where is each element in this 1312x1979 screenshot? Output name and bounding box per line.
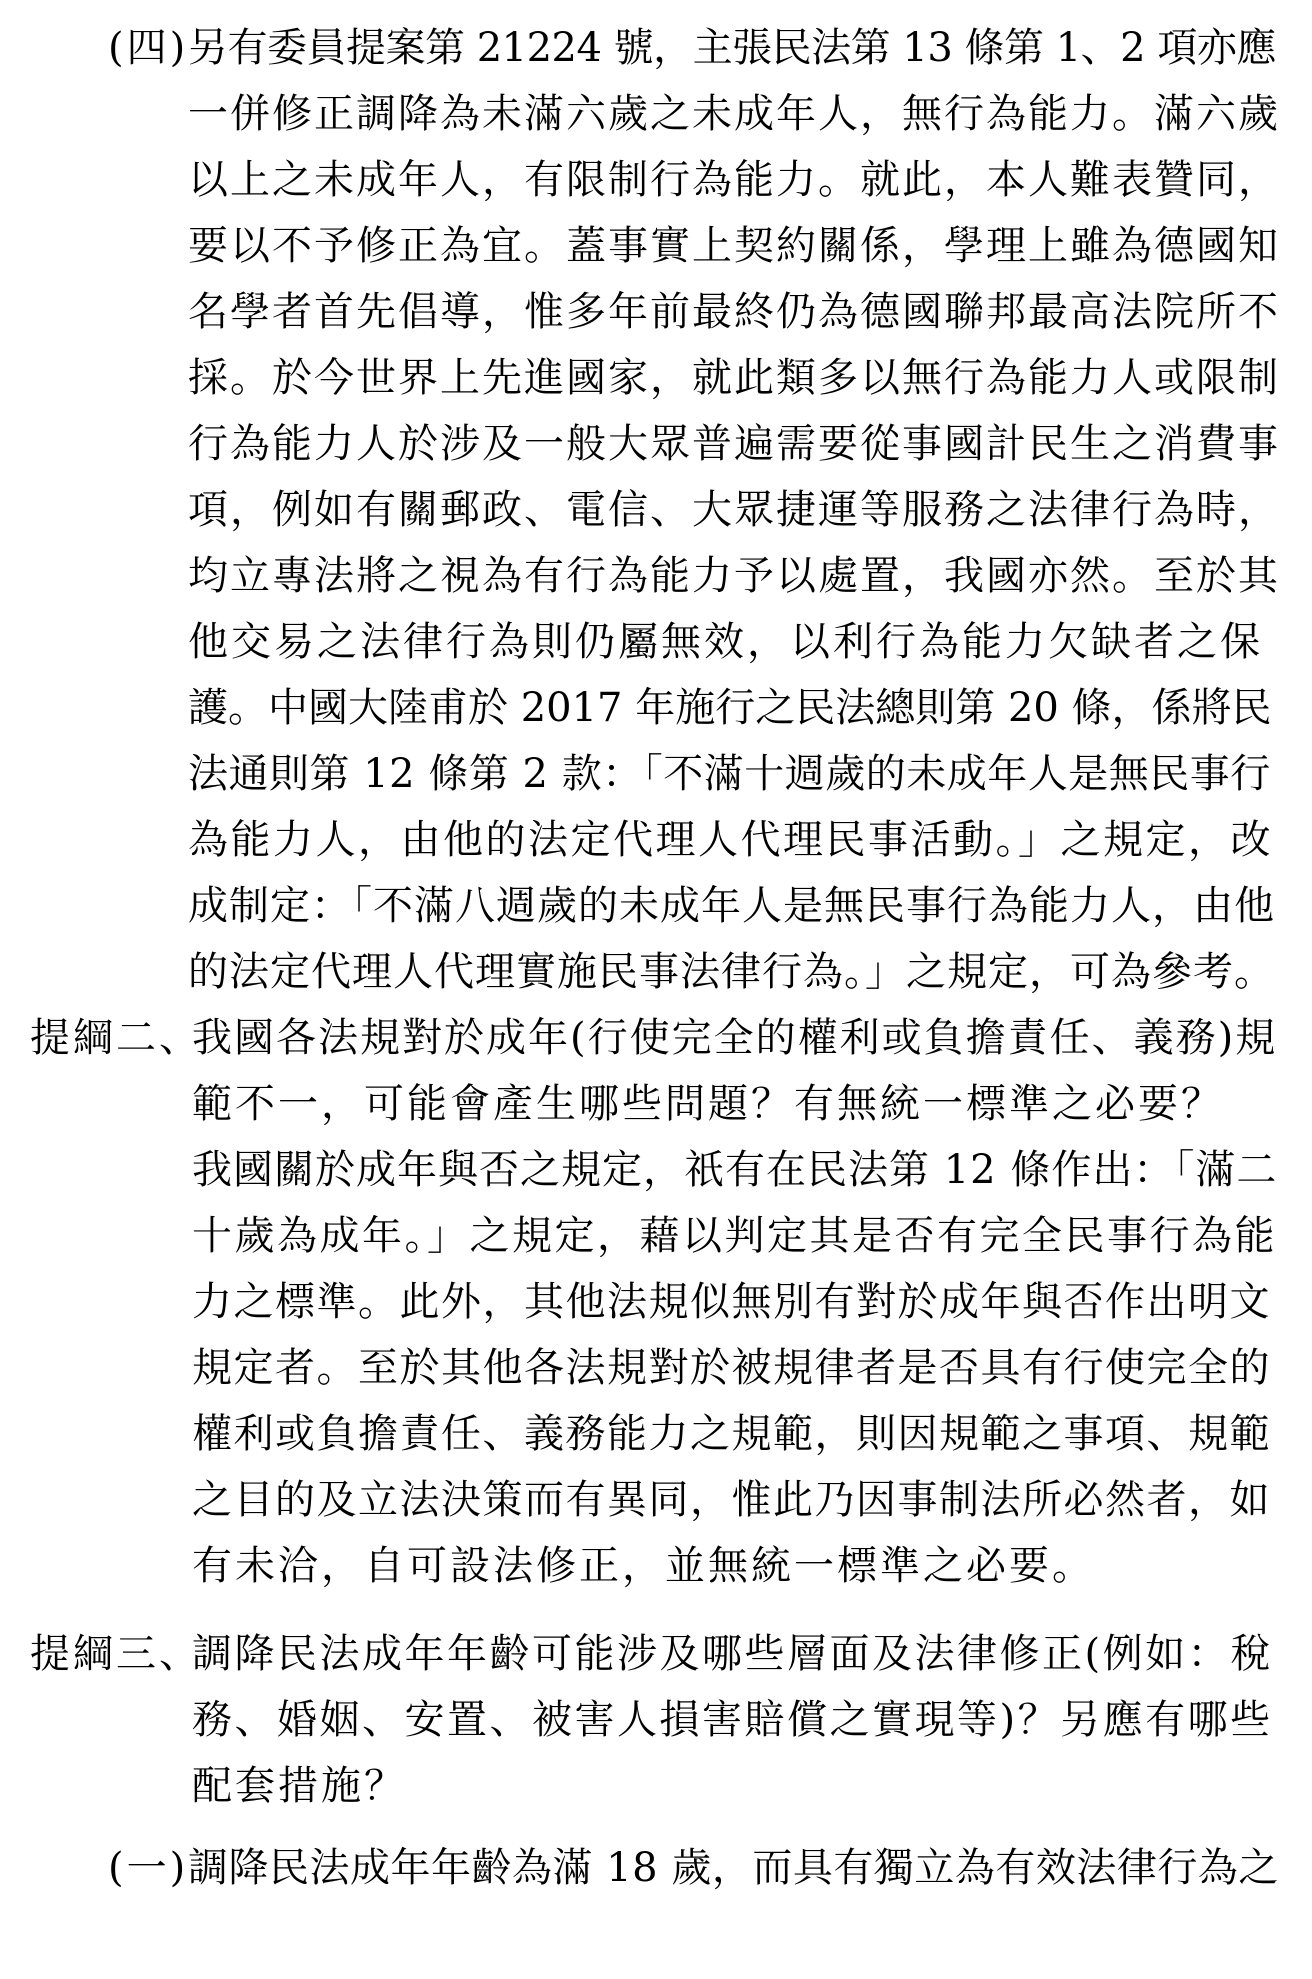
- outline-three-marker: 提綱三、: [30, 1631, 202, 1677]
- outline-two-body-line: 十歲為成年。」之規定，藉以判定其是否有完全民事行為能: [192, 1213, 1277, 1259]
- subsection-one-marker: (一): [108, 1845, 189, 1891]
- outline-two-body-line: 力之標準。此外，其他法規似無別有對於成年與否作出明文: [192, 1279, 1271, 1325]
- outline-two-body-line: 有未洽，自可設法修正，並無統一標準之必要。: [192, 1543, 1095, 1589]
- section-four-line: 以上之未成年人，有限制行為能力。就此，本人難表贊同，: [188, 157, 1280, 203]
- section-four-line: 名學者首先倡導，惟多年前最終仍為德國聯邦最高法院所不: [188, 289, 1280, 335]
- section-four-line: 項，例如有關郵政、電信、大眾捷運等服務之法律行為時，: [188, 487, 1280, 533]
- outline-three-heading-line: 務、婚姻、安置、被害人損害賠償之實現等)？另應有哪些: [192, 1697, 1273, 1743]
- outline-two-body-line: 權利或負擔責任、義務能力之規範，則因規範之事項、規範: [192, 1411, 1271, 1457]
- subsection-one-line: 調降民法成年年齡為滿 18 歲，而具有獨立為有效法律行為之: [188, 1845, 1279, 1891]
- outline-two-heading-line: 範不一，可能會產生哪些問題？有無統一標準之必要？: [192, 1081, 1224, 1127]
- section-four-line: 為能力人，由他的法定代理人代理民事活動。」之規定，改: [188, 817, 1273, 863]
- section-four-line: 他交易之法律行為則仍屬無效，以利行為能力欠缺者之保: [188, 619, 1263, 665]
- section-four-line: 護。中國大陸甫於 2017 年施行之民法總則第 20 條，係將民: [188, 685, 1272, 731]
- outline-two-heading-line: 我國各法規對於成年(行使完全的權利或負擔責任、義務)規: [192, 1015, 1278, 1061]
- section-four-line: 的法定代理人代理實施民事法律行為。」之規定，可為參考。: [188, 949, 1275, 995]
- section-four-line: 採。於今世界上先進國家，就此類多以無行為能力人或限制: [188, 355, 1280, 401]
- section-four-line: 法通則第 12 條第 2 款：「不滿十週歲的未成年人是無民事行: [188, 751, 1271, 797]
- section-four-line: 要以不予修正為宜。蓋事實上契約關係，學理上雖為德國知: [188, 223, 1280, 269]
- section-four-line: 另有委員提案第 21224 號，主張民法第 13 條第 1、2 項亦應: [188, 25, 1276, 71]
- section-four-line: 均立專法將之視為有行為能力予以處置，我國亦然。至於其: [188, 553, 1280, 599]
- section-four-line: 成制定：「不滿八週歲的未成年人是無民事行為能力人，由他: [188, 883, 1275, 929]
- section-four-line: 行為能力人於涉及一般大眾普遍需要從事國計民生之消費事: [188, 421, 1280, 467]
- section-four-marker: (四): [108, 25, 189, 71]
- outline-three-heading-line: 配套措施？: [192, 1763, 407, 1809]
- outline-two-marker: 提綱二、: [30, 1015, 202, 1061]
- outline-two-body-line: 規定者。至於其他各法規對於被規律者是否具有行使完全的: [192, 1345, 1271, 1391]
- section-four-line: 一併修正調降為未滿六歲之未成年人，無行為能力。滿六歲: [188, 91, 1280, 137]
- outline-two-body-line: 我國關於成年與否之規定，祇有在民法第 12 條作出：「滿二: [192, 1147, 1278, 1193]
- outline-three-heading-line: 調降民法成年年齡可能涉及哪些層面及法律修正(例如：稅: [192, 1631, 1273, 1677]
- outline-two-body-line: 之目的及立法決策而有異同，惟此乃因事制法所必然者，如: [192, 1477, 1271, 1523]
